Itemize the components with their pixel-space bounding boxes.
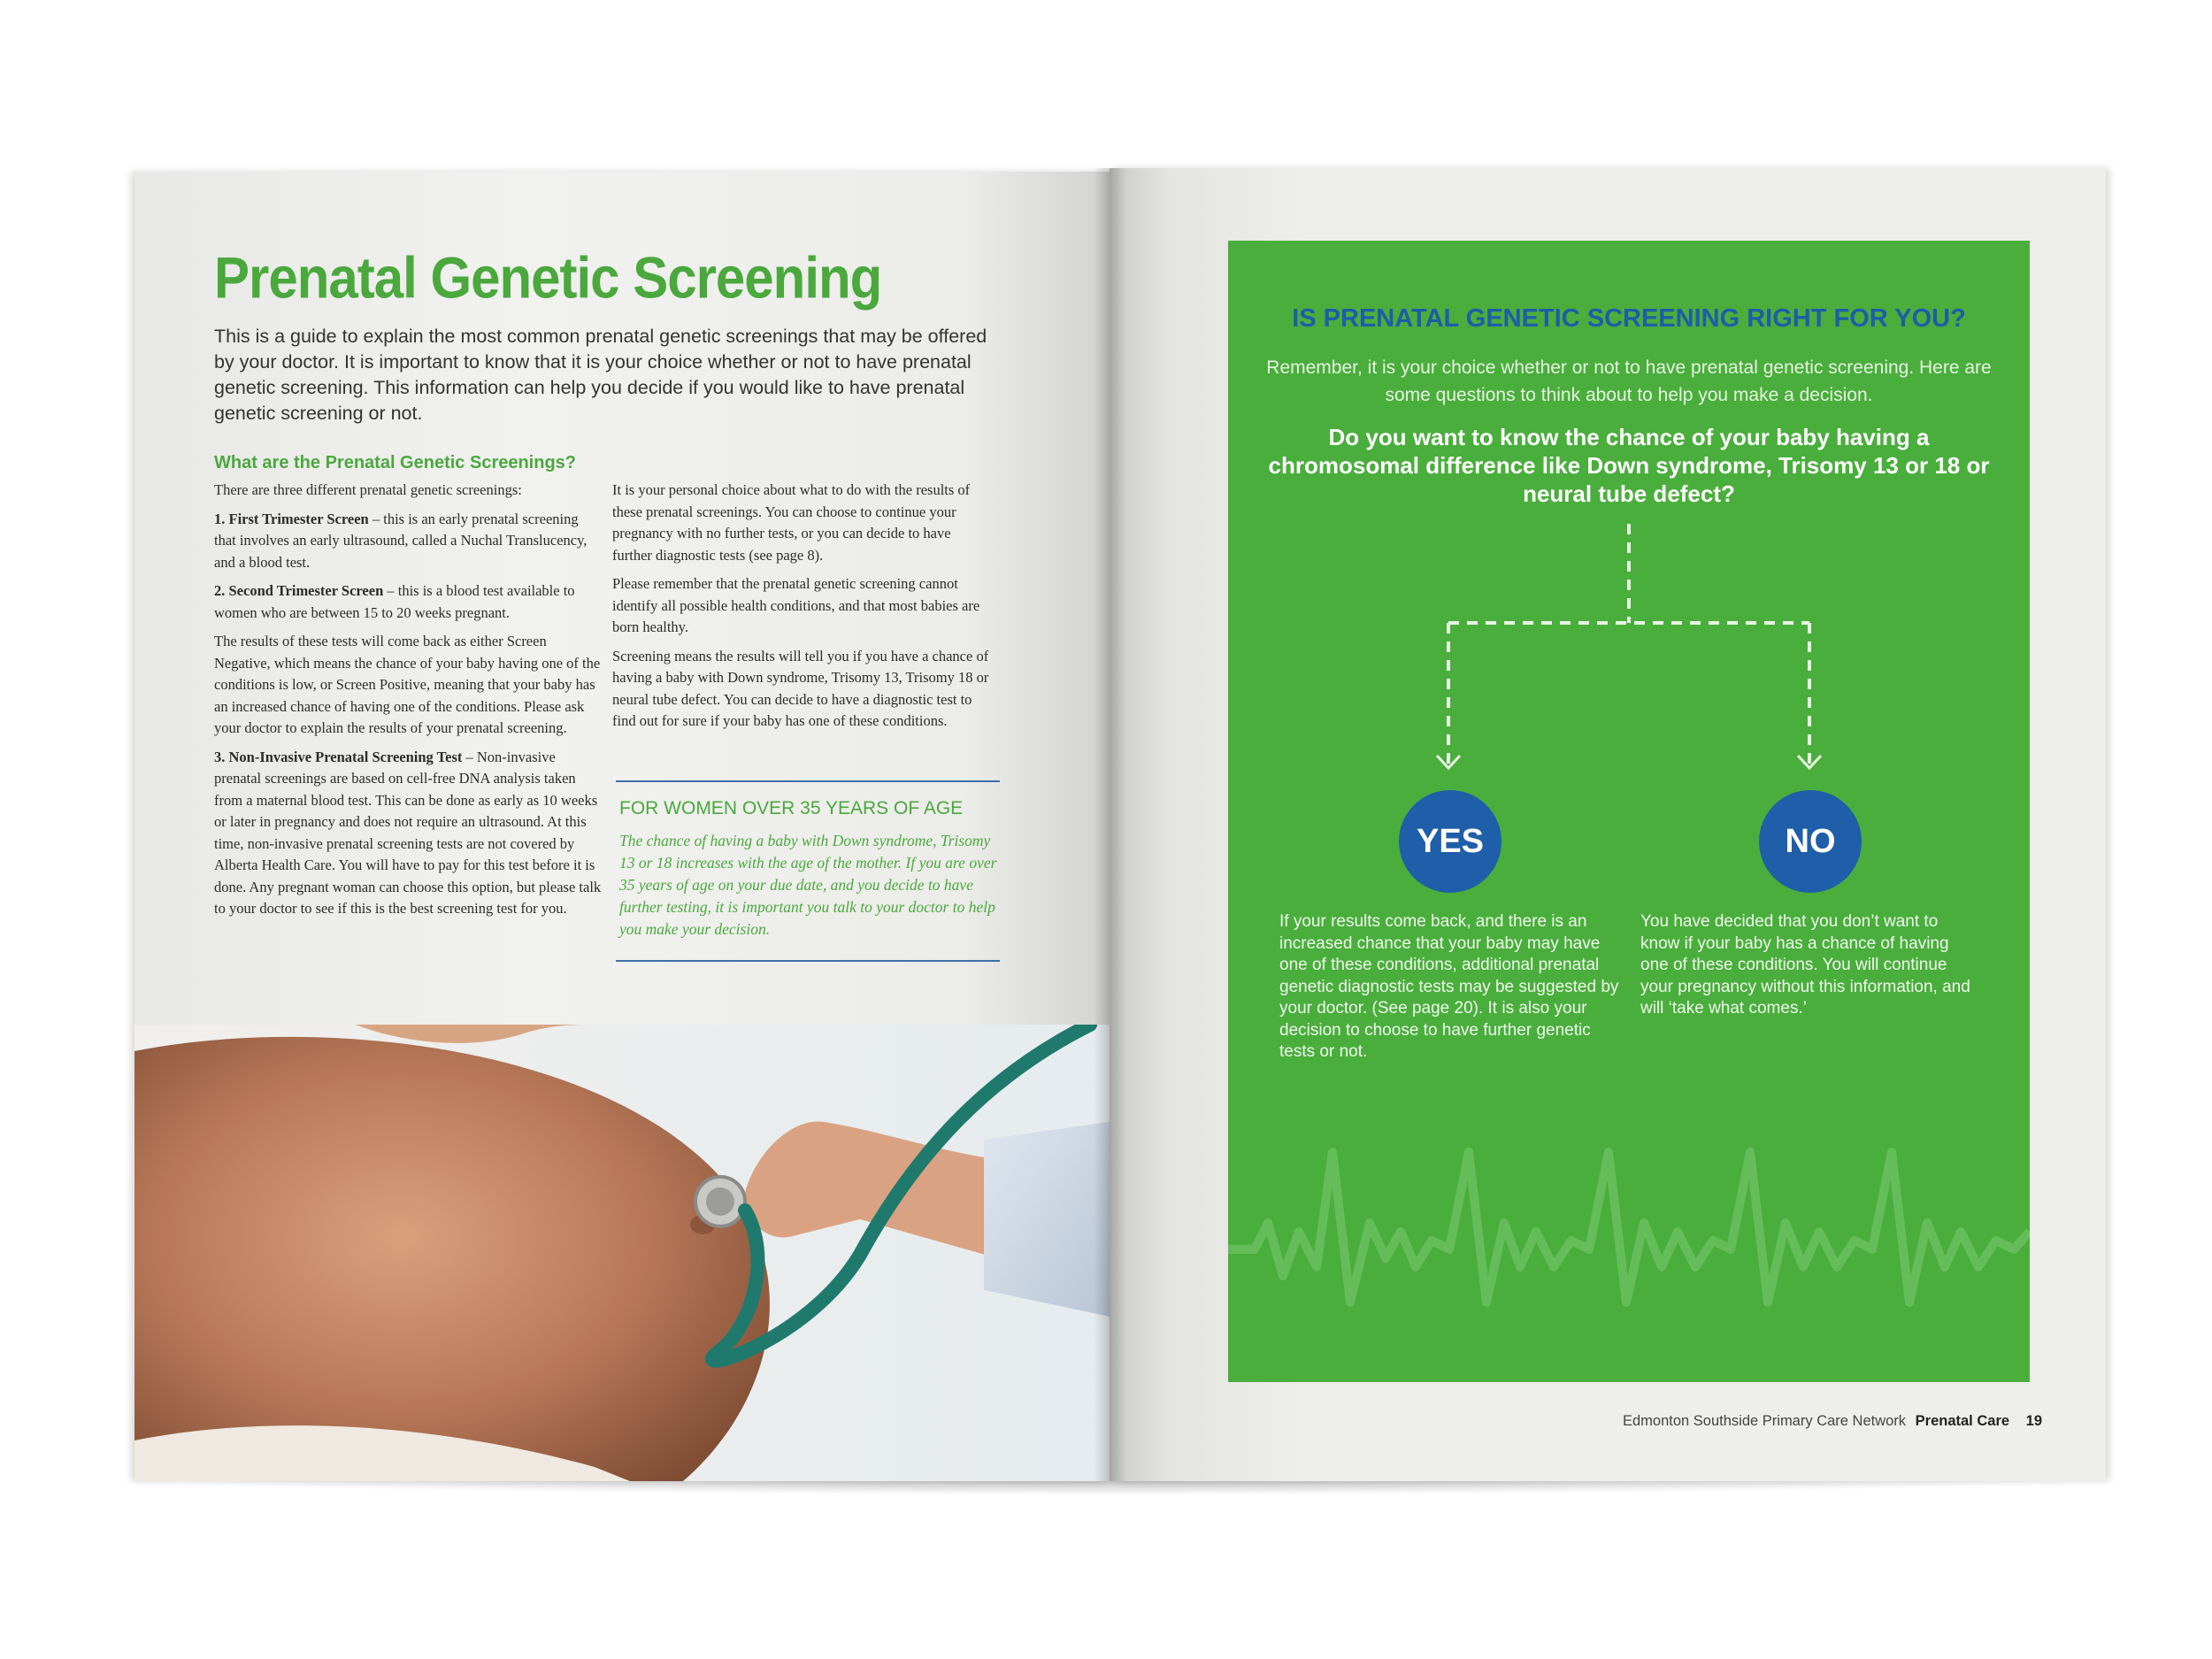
page-title: Prenatal Genetic Screening <box>214 245 882 311</box>
text-column-2 <box>612 480 993 740</box>
decision-panel <box>1228 241 2030 1382</box>
item-label: 2. Second Trimester Screen <box>214 582 384 599</box>
paragraph: Please remember that the prenatal genetic screening cannot identify all possible health conditions, and that most babies are born healthy. <box>612 575 980 635</box>
heartbeat-line-icon <box>1228 1134 2030 1311</box>
age-callout-box <box>616 780 1000 962</box>
text-column-1 <box>214 480 603 927</box>
panel-heading: IS PRENATAL GENETIC SCREENING RIGHT FOR YOU? <box>1292 304 1966 333</box>
item-label: 1. First Trimester Screen <box>214 510 369 527</box>
paragraph: It is your personal choice about what to do with the results of these prenatal screenings. You can choose to continue your pregnancy with no further tests, or you can decide to have further diagnostic tests (see page 8). <box>612 481 971 564</box>
no-answer-text: You have decided that you don’t want to know if your baby has a chance of having one of these conditions. You will continue your pregnancy without this information, and will ‘take what comes.’ <box>1640 912 1970 1018</box>
callout-title: FOR WOMEN OVER 35 YEARS OF AGE <box>619 798 964 818</box>
right-page <box>1110 168 2106 1481</box>
intro-paragraph: This is a guide to explain the most common prenatal genetic screenings that may be offered by your doctor. It is important to know that it is your choice whether or not to have prenatal genetic screening. This information can help you decide if you would like to have prenatal genetic screening or not. <box>214 326 987 424</box>
spine-gutter <box>1094 168 1125 1481</box>
list-item <box>214 580 603 624</box>
list-item <box>214 509 603 574</box>
decision-flow-connector <box>1228 524 2030 789</box>
page-footer <box>1623 1413 2042 1430</box>
callout-body: The chance of having a baby with Down syndrome, Trisomy 13 or 18 increases with the age of the mother. If you are over 35 years of age on your due date, and you decide to have further testing, it is important you talk to your doctor to help you make your decision. <box>619 832 997 938</box>
yes-answer-text: If your results come back, and there is an increased chance that your baby may have one of these conditions, additional prenatal genetic diagnostic tests may be suggested by your doctor. (See page 20). It is also your decision to choose to have further genetic tests or not. <box>1279 912 1619 1061</box>
yes-circle: YES <box>1399 790 1502 893</box>
photo-illustration <box>134 1025 1110 1481</box>
panel-subtext: Remember, it is your choice whether or not to have prenatal genetic screening. Here are some questions to think about to help you make a decision. <box>1266 357 1992 405</box>
item-text: – Non-invasive prenatal screenings are based on cell-free DNA analysis taken from a maternal blood test. This can be done as early as 10 weeks or later in pregnancy and does not require an ultrasound. At this time, non-invasive prenatal screening tests are not covered by Alberta Health Care. You will have to pay for this test before it is done. Any pregnant woman can choose this option, but please talk to your doctor to see if this is the best screening test for you. <box>214 748 602 917</box>
page-number: 19 <box>2025 1413 2042 1429</box>
pregnant-belly-stethoscope-photo <box>134 1025 1110 1481</box>
paragraph: Screening means the results will tell you if you have a chance of having a baby with Down syndrome, Trisomy 13, Trisomy 18 or neural tube defect. You can decide to have a diagnostic test to find out for sure if your baby has one of these conditions. <box>612 647 989 729</box>
item-text: – this is a blood test available to women who are between 15 to 20 weeks pregnant. <box>214 582 575 621</box>
paragraph: The results of these tests will come back as either Screen Negative, which means the chance of your baby having one of the conditions is low, or Screen Positive, meaning that your baby has an increased chance of having one of the conditions. Please ask your doctor to explain the results of your prenatal screening. <box>214 633 601 736</box>
footer-org: Edmonton Southside Primary Care Network <box>1623 1413 1907 1429</box>
left-page <box>134 172 1110 1481</box>
item-label: 3. Non-Invasive Prenatal Screening Test <box>214 748 463 765</box>
item-text: – this is an early prenatal screening that involves an early ultrasound, called a Nuchal Translucency, and a blood test. <box>214 510 588 571</box>
key-question: Do you want to know the chance of your baby having a chromosomal difference like Down syndrome, Trisomy 13 or 18 or neural tube defect? <box>1268 424 1990 507</box>
paragraph: There are three different prenatal genetic screenings: <box>214 481 522 498</box>
footer-section: Prenatal Care <box>1915 1413 2010 1429</box>
list-item <box>214 747 603 920</box>
section-subheading: What are the Prenatal Genetic Screenings? <box>214 453 577 472</box>
no-circle: NO <box>1759 790 1862 893</box>
